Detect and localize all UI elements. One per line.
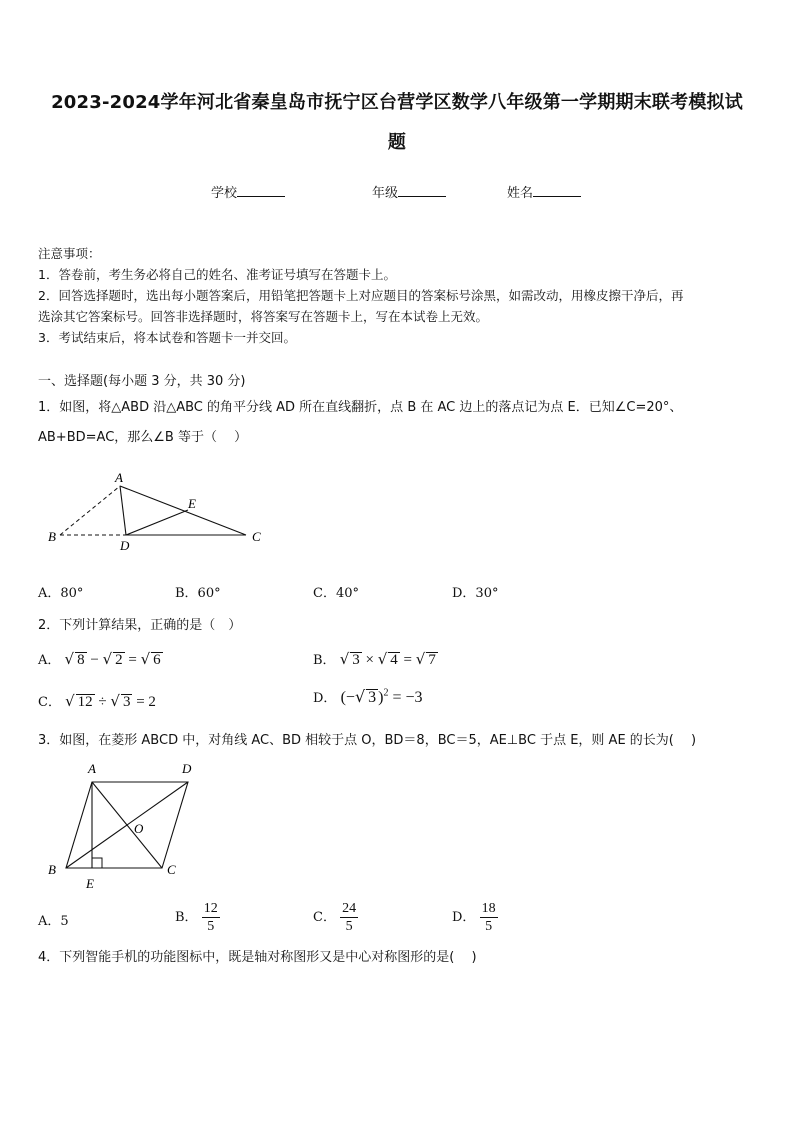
q1-line-ac <box>120 486 246 535</box>
notes-heading: 注意事项： <box>38 246 101 261</box>
q3-label-e: E <box>86 876 94 891</box>
q2-option-c[interactable]: C． √ 12 ÷ √ 3 = 2 <box>38 692 156 710</box>
q4-stem: 4．下列智能手机的功能图标中，既是轴对称图形又是中心对称图形的是( ) <box>38 950 477 965</box>
note-item: 3．考试结束后，将本试卷和答题卡一并交回。 <box>38 330 296 345</box>
q2-c-radicand-1: 12 <box>77 694 93 710</box>
q2-b-radicand-2: 4 <box>390 652 398 668</box>
q1-option-d[interactable]: D．30° <box>452 586 499 601</box>
grade-field <box>372 182 446 201</box>
q3-c-numerator: 24 <box>342 901 357 916</box>
grade-label: 年级 <box>372 186 399 201</box>
note-item: 选涂其它答案标号。回答非选择题时，将答案写在答题卡上，写在本试卷上无效。 <box>38 309 489 324</box>
q3-label-c: C <box>167 862 176 877</box>
q2-d-result: −3 <box>405 689 423 706</box>
q3-figure <box>40 758 210 893</box>
q3-option-b-label: B． <box>175 910 198 925</box>
q3-stem: 3．如图，在菱形 ABCD 中，对角线 AC、BD 相较于点 O，BD＝8，BC＝5，AE⊥BC 于点 E，则 AE 的长为( ) <box>38 733 697 748</box>
q2-a-radicand-1: 8 <box>77 652 85 668</box>
q3-option-a[interactable]: A．5 <box>38 914 69 929</box>
q3-d-denominator: 5 <box>485 919 493 934</box>
q3-diagonal-bd <box>66 782 188 868</box>
name-label: 姓名 <box>507 186 534 201</box>
q1-line-ba <box>60 486 120 535</box>
q2-a-radicand-3: 6 <box>153 652 161 668</box>
q2-stem: 2．下列计算结果，正确的是（ ） <box>38 618 242 633</box>
q3-label-b: B <box>48 862 56 877</box>
q2-b-radicand-3: 7 <box>428 652 436 668</box>
q3-option-c-label: C． <box>313 910 336 925</box>
q1-option-c[interactable]: C．40° <box>313 586 359 601</box>
q1-label-e: E <box>188 496 196 511</box>
q1-label-a: A <box>115 470 123 485</box>
q2-a-radicand-2: 2 <box>115 652 123 668</box>
q3-option-b[interactable] <box>175 900 220 935</box>
q3-b-numerator: 12 <box>203 901 218 916</box>
q3-option-d[interactable] <box>452 900 498 935</box>
q2-option-a[interactable]: A． √ 8 − √ 2 = √ 6 <box>38 650 161 668</box>
section-heading: 一、选择题(每小题 3 分，共 30 分) <box>38 374 246 389</box>
q1-option-a[interactable]: A．80° <box>38 586 84 601</box>
q3-option-c[interactable] <box>313 900 358 935</box>
q2-c-radicand-2: 3 <box>122 694 131 710</box>
q2-option-c-label: C． <box>38 695 61 710</box>
notes-block <box>38 243 768 348</box>
q2-option-d[interactable]: D． (−√ 3 )$^2$ = −3 <box>313 687 423 706</box>
q3-b-denominator: 5 <box>207 919 215 934</box>
q2-d-exponent: 2 <box>383 687 389 699</box>
q2-c-result: 2 <box>148 694 156 710</box>
page-title: 2023-2024学年河北省秦皇岛市抚宁区台营学区数学八年级第一学期期末联考模拟试 <box>51 92 743 113</box>
q3-option-d-label: D． <box>452 910 476 925</box>
q2-option-d-label: D． <box>313 691 337 706</box>
school-field <box>211 182 285 201</box>
q1-label-d: D <box>120 538 130 553</box>
q2-option-b[interactable]: B． √ 3 × √ 4 = √ 7 <box>313 650 436 668</box>
q2-option-a-label: A． <box>38 653 61 668</box>
school-label: 学校 <box>211 186 238 201</box>
q3-d-numerator: 18 <box>481 901 496 916</box>
school-blank <box>237 184 285 197</box>
q1-line-de <box>126 510 188 535</box>
q3-c-denominator: 5 <box>345 919 353 934</box>
q3-label-a: A <box>88 761 96 776</box>
q1-line-ad <box>120 486 126 535</box>
q1-label-b: B <box>48 529 56 544</box>
q3-label-o: O <box>134 821 144 836</box>
q1-stem-line1: 1．如图，将△ABD 沿△ABC 的角平分线 AD 所在直线翻折，点 B 在 AC 边上的落点记为点 E．已知∠C=20°、 <box>38 400 683 415</box>
q1-stem-line2: AB+BD=AC，那么∠B 等于（ ） <box>38 430 248 445</box>
note-item: 2．回答选择题时，选出每小题答案后，用铅笔把答题卡上对应题目的答案标号涂黑，如需改动，用橡皮擦干净后，再 <box>38 288 684 303</box>
q3-label-d: D <box>182 761 192 776</box>
grade-blank <box>398 184 446 197</box>
q2-b-radicand-1: 3 <box>352 652 360 668</box>
name-blank <box>533 184 581 197</box>
note-item: 1．答卷前，考生务必将自己的姓名、准考证号填写在答题卡上。 <box>38 267 396 282</box>
q1-figure <box>40 468 280 553</box>
page-title-continued: 题 <box>387 132 407 153</box>
q1-label-c: C <box>252 529 261 544</box>
q2-option-b-label: B． <box>313 653 336 668</box>
name-field <box>507 182 581 201</box>
q2-d-radicand: 3 <box>368 689 377 706</box>
q1-option-b[interactable]: B．60° <box>175 586 221 601</box>
q3-right-angle-mark <box>92 858 102 868</box>
